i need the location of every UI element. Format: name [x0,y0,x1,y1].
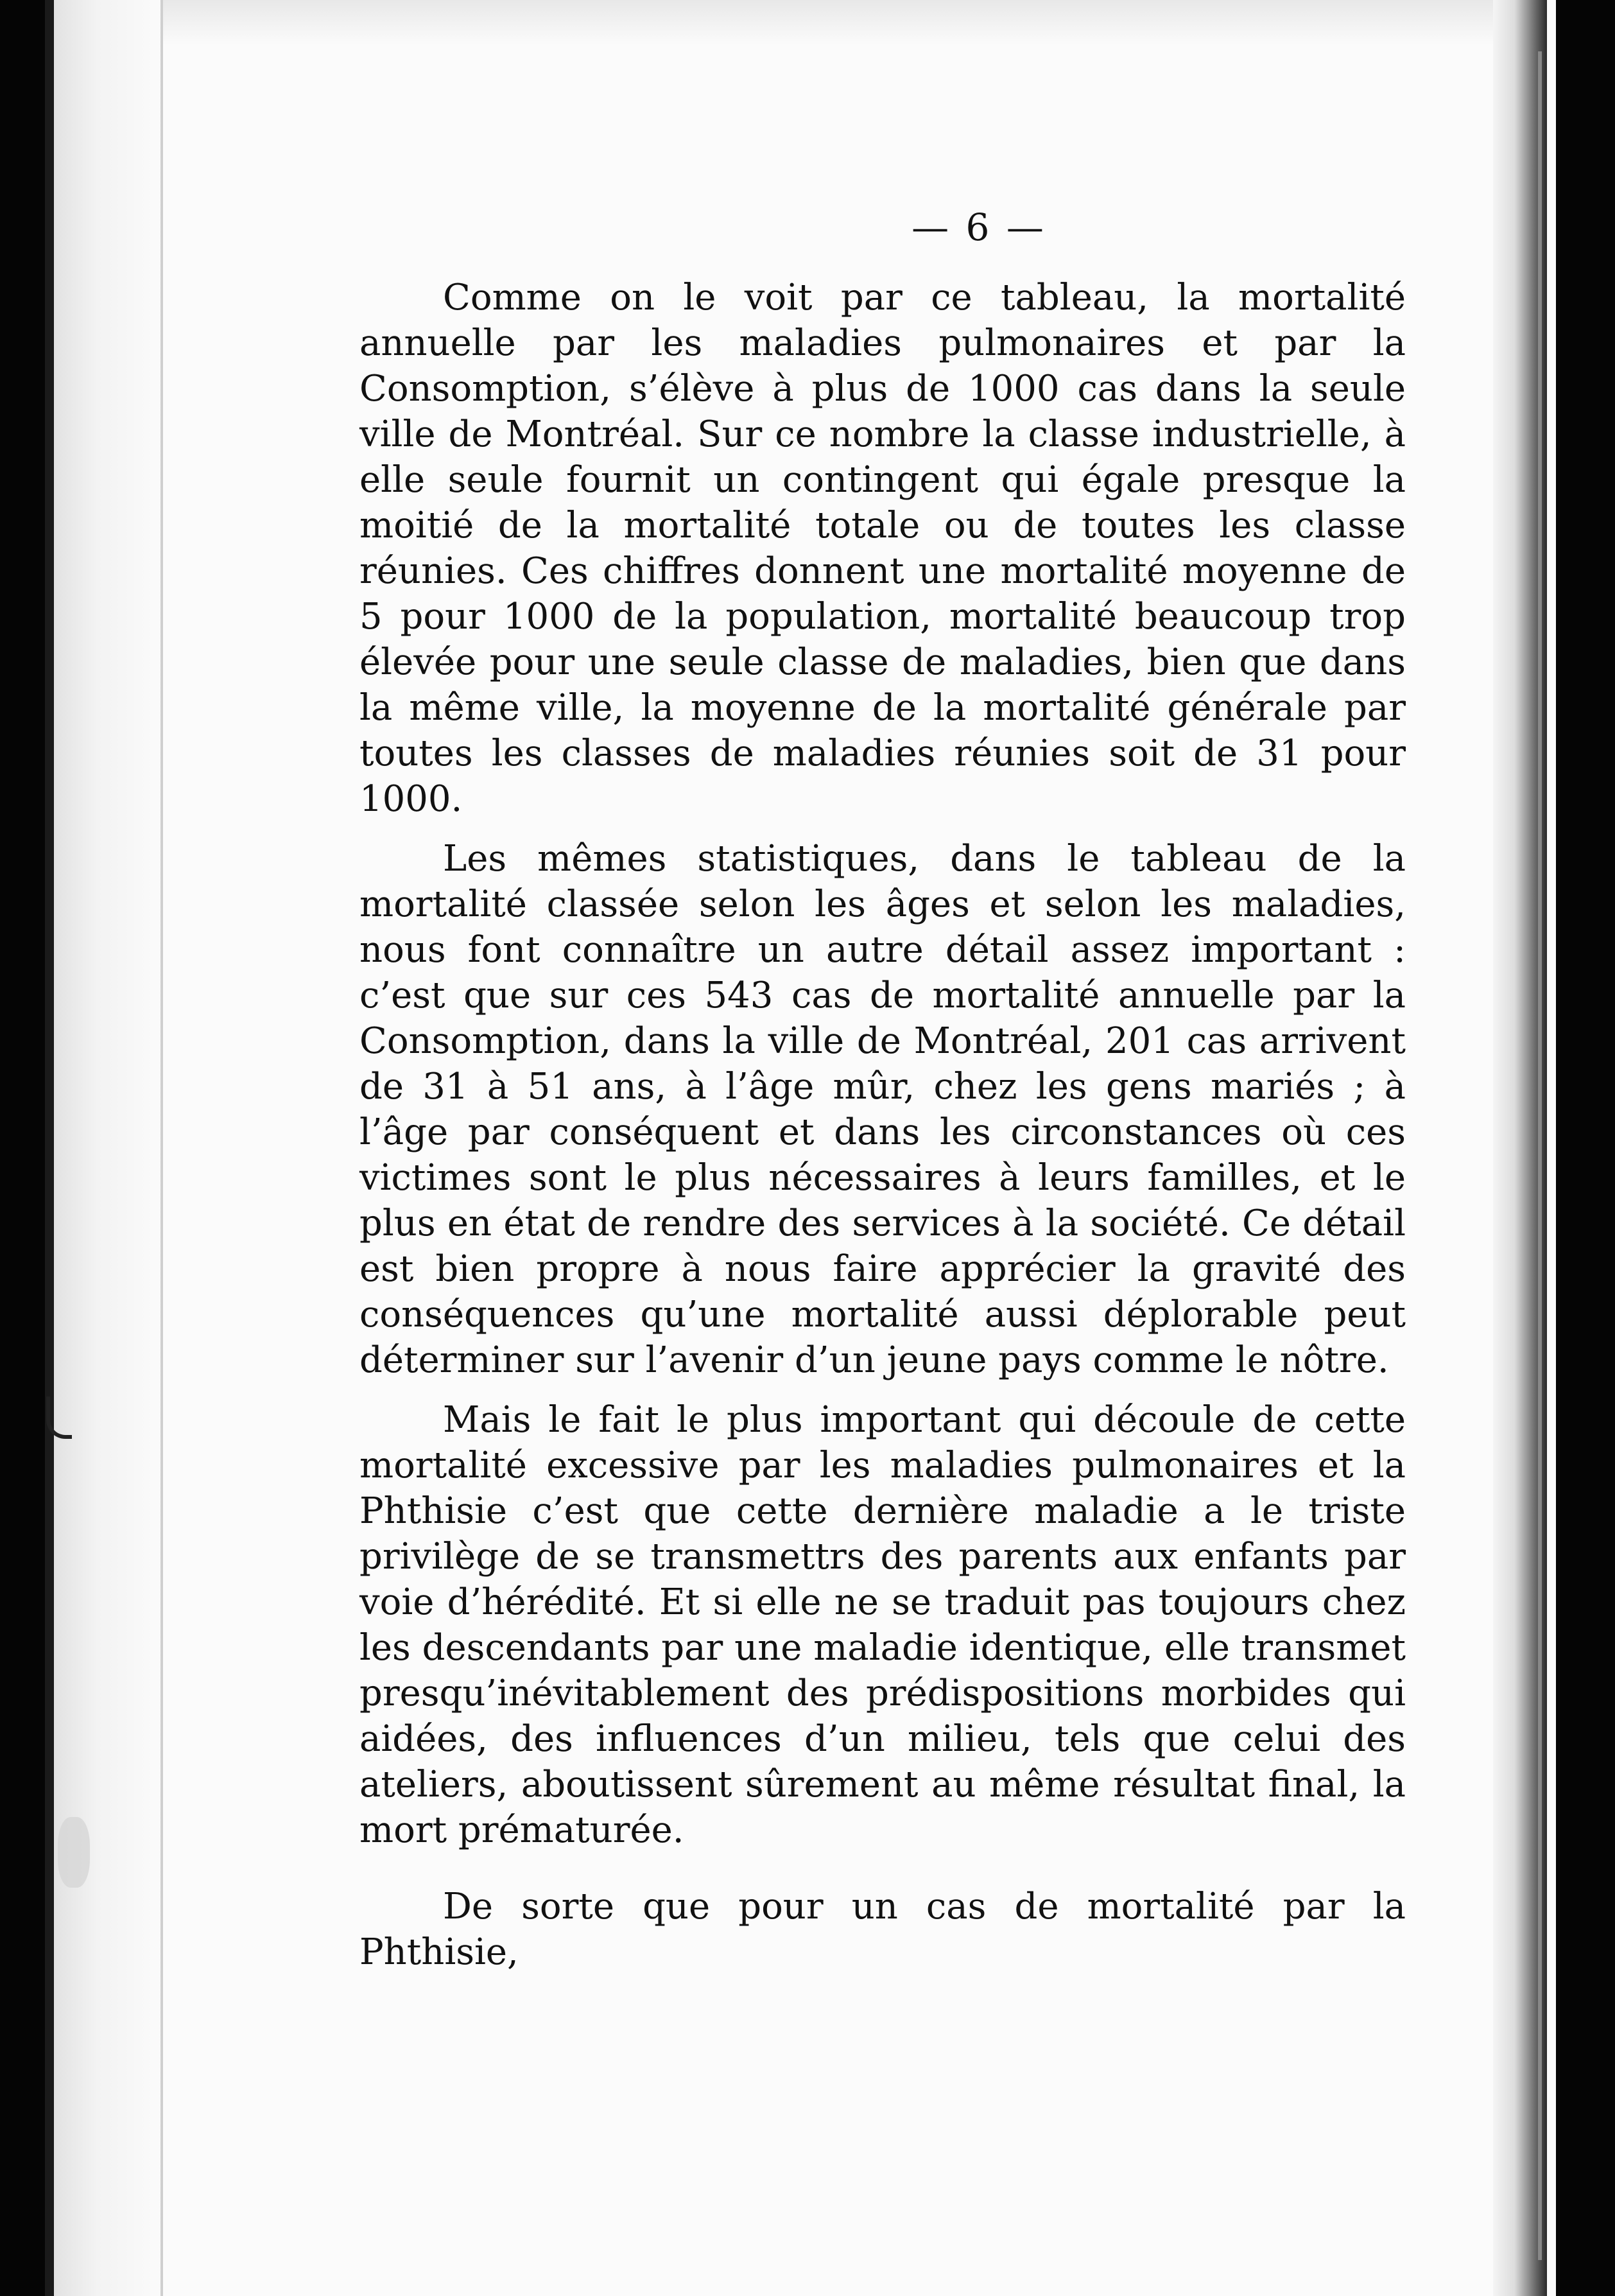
right-margin-rule [1538,51,1542,2260]
binding-fold-line [160,0,163,2296]
paragraph-1: Comme on le voit par ce tableau, la mortalité annuelle par les maladies pulmonaires et par la Consomption, s’élève à plus de 1000 cas dans la seule ville de Montréal. Sur ce nombre la classe industrielle, à elle seule fournit un contingent qui égale presque la moitié de la mortalité totale ou de toutes les classe réunies. Ces chiffres donnent une mortalité moyenne de 5 pour 1000 de la population, mortalité beaucoup trop élevée pour une seule classe de maladies, bien que dans la même ville, la moyenne de la mortalité générale par toutes les classes de maladies réunies soit de 31 pour 1000. [359,277,1406,820]
page-number: — 6 — [911,205,1046,249]
paragraph-3: Mais le fait le plus important qui découle de cette mortalité excessive par les maladies pulmonaires et la Phthisie c’est que cette dernière maladie a le triste privilège de se transmettrs des parents aux enfants par voie d’hérédité. Et si elle ne se traduit pas toujours chez les descendants par une maladie identique, elle transmet presqu’inévitablement des prédispositions morbides qui aidées, des influences d’un milieu, tels que celui des ateliers, aboutissent sûrement au même résultat final, la mort prématurée. [359,1399,1406,1851]
paragraph-2: Les mêmes statistiques, dans le tableau de la mortalité classée selon les âges et selon les maladies, nous font connaître un autre détail assez important : c’est que sur ces 543 cas de mortalité annuelle par la Consomption, dans la ville de Montréal, 201 cas arrivent de 31 à 51 ans, à l’âge mûr, chez les gens mariés ; à l’âge par conséquent et dans les circonstances où ces victimes sont le plus nécessaires à leurs familles, et le plus en état de rendre des services à la société. Ce détail est bien propre à nous faire apprécier la gravité des conséquences qu’une mortalité aussi déplorable peut déterminer sur l’avenir d’un jeune pays comme le nôtre. [359,838,1406,1381]
binding-strip [54,0,163,2296]
paragraph-4: De sorte que pour un cas de mortalité par la Phthisie, [359,1886,1406,1973]
page-content [359,205,1406,1989]
top-page-edge [163,0,1493,45]
margin-blot [58,1817,90,1888]
